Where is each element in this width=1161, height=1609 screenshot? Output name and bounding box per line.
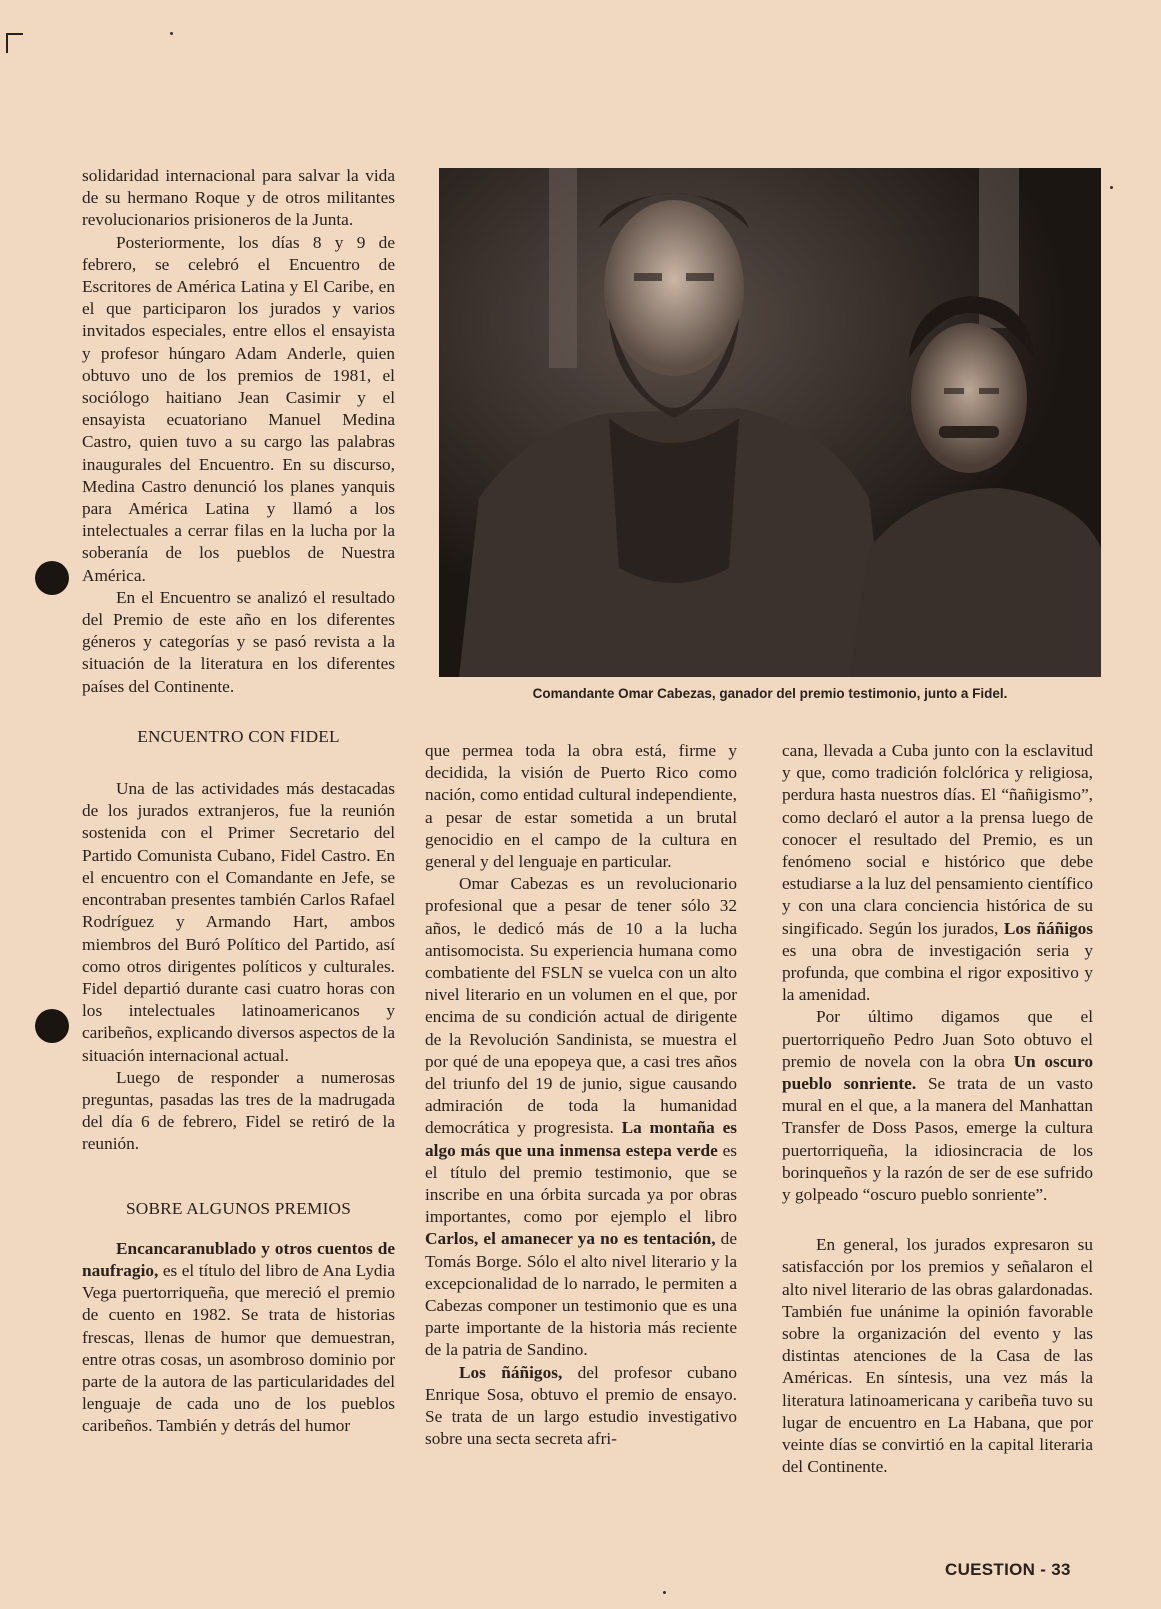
- page-footer: CUESTION - 33: [945, 1560, 1071, 1579]
- paragraph: [782, 740, 1093, 1006]
- crop-mark: [6, 33, 23, 35]
- print-speck: [663, 1591, 666, 1594]
- book-title: Un oscuro pueblo sonriente.: [782, 1051, 1093, 1094]
- paragraph: Posteriormente, los días 8 y 9 de febrero, se celebró el Encuentro de Escritores de América Latina y El Caribe, en el que participaron los jurados y varios invitados especiales, entre ellos el ensayista y profesor húngaro Adam Anderle, quien obtuvo uno de los premios de 1981, el sociólogo haitiano Jean Casimir y el ensayista ecuatoriano Manuel Medina Castro, quien tuvo a su cargo las palabras inaugurales del Encuentro. En su discurso, Medina Castro denunció los planes yanquis para América Latina y llamó a los intelectuales a cerrar filas en la lucha por la soberanía de los pueblos de Nuestra América.: [82, 232, 395, 585]
- paragraph: En el Encuentro se analizó el resultado del Premio de este año en los diferentes géneros y categorías y se pasó revista a la situación de la literatura en los diferentes países del Continente.: [82, 587, 395, 696]
- paragraph-text: es una obra de investigación seria y profunda, que combina el rigor expositivo y la amenidad.: [782, 940, 1093, 1005]
- photo-image: [439, 168, 1101, 677]
- paragraph: Una de las actividades más destacadas de los jurados extranjeros, fue la reunión sostenida con el Primer Secretario del Partido Comunista Cubano, Fidel Castro. En el encuentro con el Comandante en Jefe, se encontraban presentes también Carlos Rafael Rodríguez y Armando Hart, ambos miembros del Buró Político del Partido, así como otros dirigentes políticos y culturales. Fidel departió durante casi cuatro horas con los intelectuales latinoamericanos y caribeños, explicando diversos aspectos de la situación internacional actual.: [82, 779, 395, 1065]
- paragraph: [425, 873, 737, 1361]
- paragraph-text: Se trata de un vasto mural en el que, a la manera del Manhattan Transfer de Doss Pasos, emerge la cultura puertorriqueña, la idiosincracia de los borinqueños y la razón de ser de ese sufrido y golpeado “oscuro pueblo sonriente”.: [782, 1074, 1093, 1205]
- paragraph-text: Omar Cabezas es un revolucionario profesional que a pesar de tener sólo 32 años, le dedicó más de 10 a la lucha antisomocista. Su experiencia humana como combatiente del FSLN se vuelca con un alto nivel literario en un volumen en el que, por encima de su condición actual de dirigente de la Revolución Sandinista, se muestra el por qué de una epopeya que, a casi tres años del triunfo del 19 de junio, sigue causando admiración de toda la humanidad democrática y progresista.: [425, 874, 737, 1138]
- binder-hole-bottom: [35, 1009, 69, 1043]
- column-middle: [425, 740, 737, 1451]
- section-heading-premios: SOBRE ALGUNOS PREMIOS: [125, 1198, 352, 1218]
- photo-fidel-cabezas: [439, 168, 1101, 677]
- paragraph: solidaridad internacional para salvar la vida de su hermano Roque y de otros militantes revolucionarios prisioneros de la Junta.: [82, 166, 395, 230]
- paragraph: que permea toda la obra está, firme y decidida, la visión de Puerto Rico como nación, como entidad cultural independiente, a pesar de estar sometida a un brutal genocidio en el campo de la cultura en general y del lenguaje en particular.: [425, 741, 737, 872]
- print-speck: [1110, 186, 1113, 189]
- column-left: [82, 165, 395, 1438]
- photo-caption: Comandante Omar Cabezas, ganador del premio testimonio, junto a Fidel.: [532, 686, 1008, 701]
- column-right: [782, 740, 1093, 1479]
- paragraph-text: del profesor cubano Enrique Sosa, obtuvo el premio de ensayo. Se trata de un largo estudio investigativo sobre una secta secreta afri-: [425, 1362, 737, 1449]
- book-title: Los ñáñigos: [1003, 918, 1094, 938]
- paragraph: Luego de responder a numerosas preguntas, pasadas las tres de la madrugada del día 6 de febrero, Fidel se retiró de la reunión.: [82, 1067, 395, 1154]
- paragraph-text: cana, llevada a Cuba junto con la esclavitud y que, como tradición folclórica y religiosa, perdura hasta nuestros días. El “ñañigismo”, como declaró el autor a la prensa luego de conocer el resultado del Premio, es un fenómeno social e histórico que debe estudiarse a la luz del pensamiento científico y con una clara conciencia histórica de su singificado. Según los jurados,: [782, 741, 1093, 938]
- paragraph: [425, 1362, 737, 1451]
- crop-mark-vertical: [6, 33, 8, 53]
- paragraph-text: Por último digamos que el puertorriqueño Pedro Juan Soto obtuvo el premio de novela con la obra: [782, 1007, 1093, 1071]
- print-speck: [170, 32, 173, 35]
- paragraph-text: es el título del premio testimonio, que se inscribe en una órbita surcada ya por obras importantes, como por ejemplo el libro: [425, 1140, 738, 1227]
- binder-hole-top: [35, 561, 69, 595]
- section-heading-encuentro: ENCUENTRO CON FIDEL: [137, 726, 340, 746]
- book-title: Encancaranublado y otros cuentos de naufragio,: [82, 1238, 395, 1280]
- paragraph: En general, los jurados expresaron su satisfacción por los premios y señalaron el alto nivel literario de las obras galardonadas. También fue unánime la opinión favorable sobre la organización del evento y las distintas atenciones de la Casa de las Américas. En síntesis, una vez más la literatura latinoamericana y caribeña tuvo su lugar de encuentro en La Habana, que por veinte días se convirtió en la capital literaria del Continente.: [782, 1235, 1093, 1477]
- paragraph: [82, 1238, 395, 1438]
- book-title: Carlos, el amanecer ya no es tentación,: [425, 1229, 716, 1249]
- book-title: La montaña es algo más que una inmensa estepa verde: [425, 1118, 738, 1160]
- paragraph-text: de Tomás Borge. Sólo el alto nivel literario y la excepcionalidad de lo narrado, le permiten a Cabezas componer un testimonio que es una parte importante de la historia más reciente de la patria de Sandino.: [425, 1229, 737, 1360]
- book-title: Los ñáñigos,: [459, 1362, 563, 1382]
- paragraph-text: es el título del libro de Ana Lydia Vega puertorriqueña, que mereció el premio de cuento en 1982. Se trata de historias frescas, llenas de humor que demuestran, entre otras cosas, un asombroso dominio por parte de la autora de las particularidades del lenguaje de cada uno de los pueblos caribeños. También y detrás del humor: [82, 1260, 395, 1436]
- paragraph: [782, 1006, 1093, 1206]
